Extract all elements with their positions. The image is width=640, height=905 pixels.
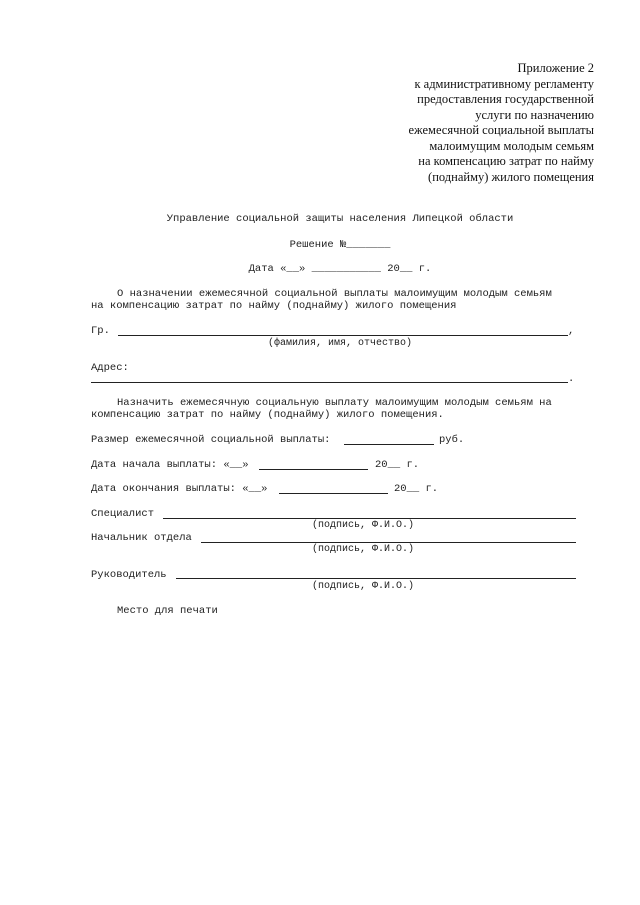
head-dept-label: Начальник отдела (91, 532, 192, 544)
director-label: Руководитель (91, 569, 167, 581)
appendix-header (294, 61, 594, 185)
start-year: 20__ г. (375, 459, 420, 471)
director-signature-line (176, 578, 576, 579)
start-month-line (259, 469, 368, 470)
assign-line-1: Назначить ежемесячную социальную выплату малоимущим молодым семьям на (117, 397, 552, 409)
address-line (91, 382, 568, 383)
head-dept-hint: (подпись, Ф.И.О.) (312, 544, 415, 555)
appendix-line: ежемесячной социальной выплаты (408, 123, 594, 137)
citizen-label: Гр. (91, 325, 110, 337)
appendix-line: к административному регламенту (414, 76, 594, 91)
head-dept-signature-line (201, 542, 576, 543)
start-date-label: Дата начала выплаты: «__» (91, 459, 249, 471)
specialist-signature-line (163, 518, 576, 519)
end-year: 20__ г. (394, 483, 439, 495)
specialist-label: Специалист (91, 508, 155, 520)
subject-line-2: на компенсацию затрат по найму (поднайму) жилого помещения (91, 300, 457, 312)
stamp-place: Место для печати (117, 605, 218, 617)
end-month-line (279, 493, 388, 494)
appendix-line: (поднайму) жилого помещения (428, 169, 594, 184)
address-label: Адрес: (91, 362, 129, 374)
decision-number: Решение №_______ (289, 239, 391, 251)
appendix-line: Приложение 2 (517, 61, 594, 75)
amount-label: Размер ежемесячной социальной выплаты: (91, 434, 331, 446)
specialist-hint: (подпись, Ф.И.О.) (312, 520, 415, 531)
appendix-line: малоимущим молодым семьям (429, 138, 594, 153)
end-date-label: Дата окончания выплаты: «__» (91, 483, 268, 495)
appendix-line: услуги по назначению (475, 107, 594, 122)
appendix-line: на компенсацию затрат по найму (418, 154, 594, 168)
appendix-line: предоставления государственной (417, 92, 594, 106)
organization-title: Управление социальной защиты населения Липецкой области (166, 213, 514, 225)
amount-line (344, 444, 434, 445)
director-hint: (подпись, Ф.И.О.) (312, 581, 415, 592)
assign-line-2: компенсацию затрат по найму (поднайму) жилого помещения. (91, 409, 444, 421)
amount-unit: руб. (439, 434, 465, 446)
decision-date: Дата «__» ___________ 20__ г. (248, 263, 432, 275)
address-line-end: . (568, 373, 575, 385)
citizen-line-end: , (568, 325, 575, 337)
citizen-hint: (фамилия, имя, отчество) (268, 338, 413, 349)
citizen-name-line (118, 335, 568, 336)
subject-line-1: О назначении ежемесячной социальной выплаты малоимущим молодым семьям (117, 288, 552, 300)
